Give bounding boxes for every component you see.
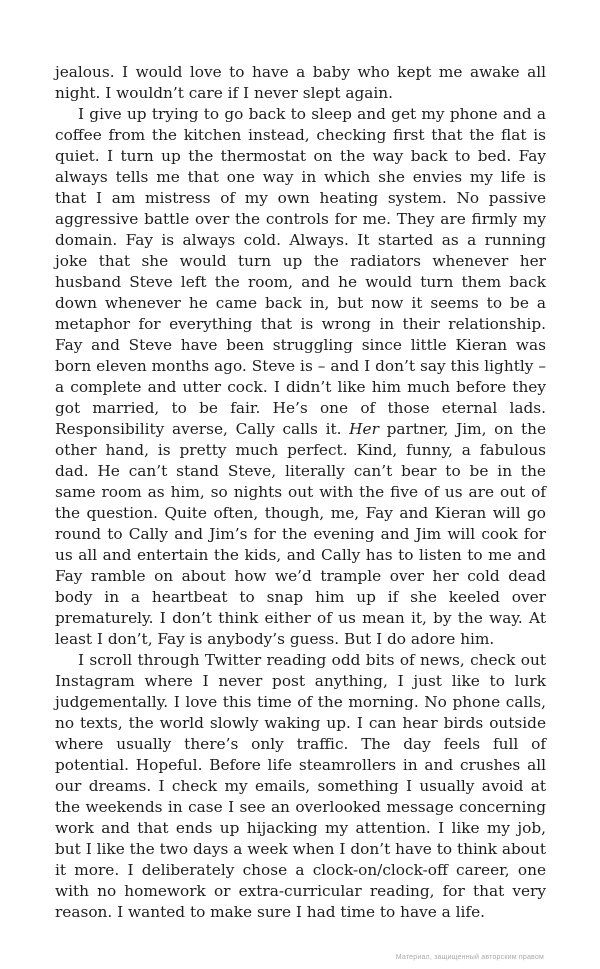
paragraph-text-italic: Her: [349, 420, 379, 438]
copyright-watermark: Материал, защищенный авторским правом: [395, 954, 544, 961]
paragraph: [55, 104, 546, 650]
paragraph-text: jealous. I would love to have a baby who kept me awake all night. I wouldn’t care if I never slept again.: [55, 63, 546, 102]
paragraph-text: partner, Jim, on the other hand, is pretty much perfect. Kind, funny, a fabulous dad. He can’t stand Steve, literally can’t bear to be in the same room as him, so nights out with the five of us are out of the question. Quite often, though, me, Fay and Kieran will go round to Cally and Jim’s for the evening and Jim will cook for us all and entertain the kids, and Cally has to listen to me and Fay ramble on about how we’d trample over her cold dead body in a heartbeat to snap him up if she keeled over prematurely. I don’t think either of us mean it, by the way. At least I don’t, Fay is anybody’s guess. But I do adore him.: [55, 420, 546, 648]
paragraph-text: I scroll through Twitter reading odd bits of news, check out Instagram where I never post anything, I just like to lurk judgementally. I love this time of the morning. No phone calls, no texts, the world slowly waking up. I can hear birds outside where usually there’s only traffic. The day feels full of potential. Hopeful. Before life steamrollers in and crushes all our dreams. I check my emails, something I usually avoid at the weekends in case I see an overlooked message concerning work and that ends up hijacking my attention. I like my job, but I like the two days a week when I don’t have to think about it more. I deliberately chose a clock-on/clock-off career, one with no homework or extra-curricular reading, for that very reason. I wanted to make sure I had time to have a life.: [55, 651, 546, 921]
paragraph-continued: [55, 62, 546, 104]
text-block: [55, 62, 546, 923]
paragraph: [55, 650, 546, 923]
paragraph-text: I give up trying to go back to sleep and get my phone and a coffee from the kitchen instead, checking first that the flat is quiet. I turn up the thermostat on the way back to bed. Fay always tells me that one way in which she envies my life is that I am mistress of my own heating system. No passive aggressive battle over the controls for me. They are firmly my domain. Fay is always cold. Always. It started as a running joke that she would turn up the radiators whenever her husband Steve left the room, and he would turn them back down whenever he came back in, but now it seems to be a metaphor for everything that is wrong in their relationship. Fay and Steve have been struggling since little Kieran was born eleven months ago. Steve is – and I don’t say this lightly – a complete and utter cock. I didn’t like him much before they got married, to be fair. He’s one of those eternal lads. Responsibility averse, Cally calls it.: [55, 105, 546, 438]
